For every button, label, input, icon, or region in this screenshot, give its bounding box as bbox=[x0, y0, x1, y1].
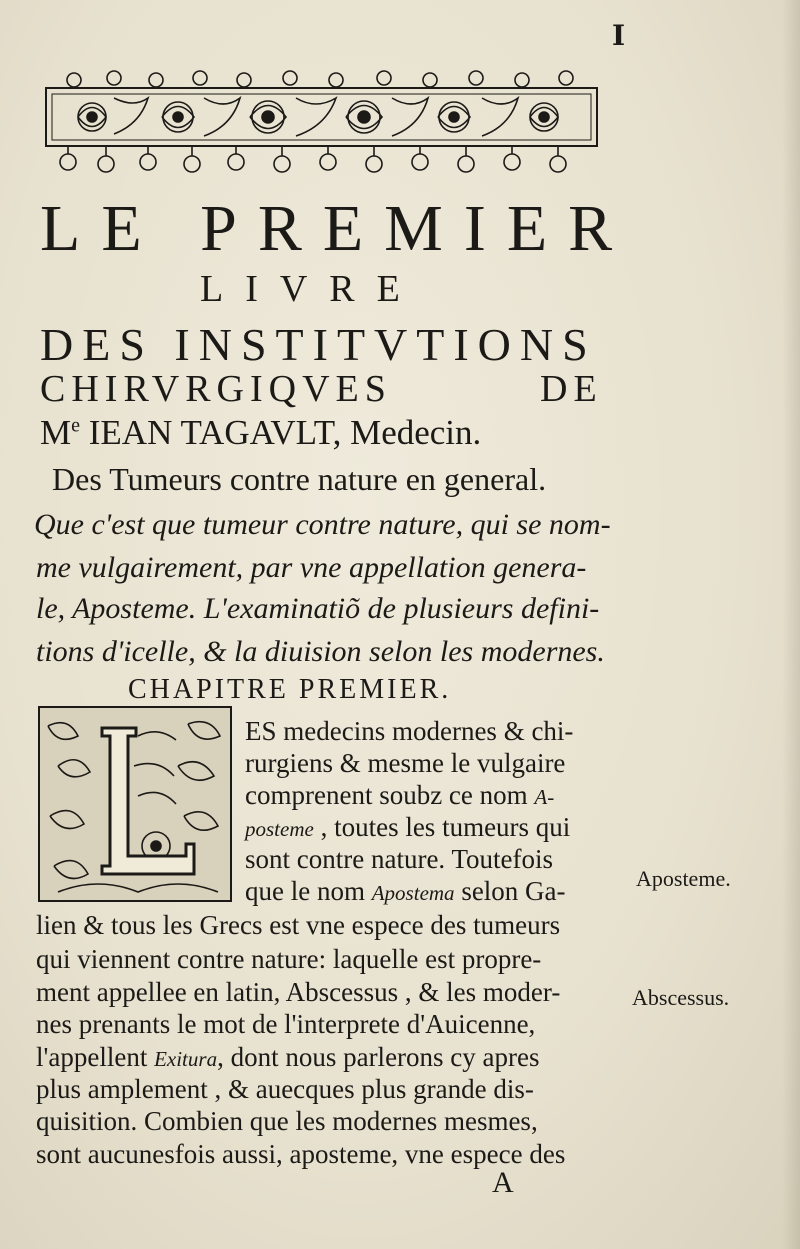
body-line: ment appellee en latin, Abscessus , & les moder- bbox=[36, 977, 561, 1007]
body-text: comprenent soubz ce nom bbox=[245, 780, 535, 810]
author-prefix-sup: e bbox=[71, 414, 81, 437]
body-line bbox=[245, 814, 570, 841]
chapter-heading: CHAPITRE PREMIER. bbox=[128, 674, 452, 705]
summary-line-4: tions d'icelle, & la diuision selon les modernes. bbox=[36, 635, 605, 668]
author-name: IEAN TAGAVLT, Medecin. bbox=[80, 413, 482, 452]
term-italic: A- bbox=[534, 785, 555, 809]
summary-line-3: le, Aposteme. L'examinatiõ de plusieurs defini- bbox=[36, 592, 600, 625]
body-line: plus amplement , & auecques plus grande dis- bbox=[36, 1074, 534, 1104]
title-line-3: DES INSTITVTIONS bbox=[40, 319, 597, 370]
body-line: sont aucunesfois aussi, aposteme, vne espece des bbox=[36, 1139, 566, 1169]
body-line bbox=[245, 878, 566, 905]
body-text: , dont nous parlerons cy apres bbox=[217, 1042, 540, 1072]
signature-mark: A bbox=[492, 1166, 514, 1199]
body-line: quisition. Combien que les modernes mesmes, bbox=[36, 1106, 538, 1136]
body-line bbox=[245, 782, 554, 809]
page-edge-shadow bbox=[782, 0, 800, 1249]
floral-headpiece-icon bbox=[44, 68, 599, 176]
body-line: nes prenants le mot de l'interprete d'Auicenne, bbox=[36, 1009, 536, 1039]
subject-heading: Des Tumeurs contre nature en general. bbox=[52, 461, 547, 497]
body-line: qui viennent contre nature: laquelle est propre- bbox=[36, 944, 542, 974]
summary-line-1: Que c'est que tumeur contre nature, qui se nom- bbox=[34, 508, 611, 541]
term-italic: posteme bbox=[245, 817, 314, 841]
body-line: lien & tous les Grecs est vne espece des tumeurs bbox=[36, 910, 561, 940]
author-line bbox=[40, 415, 481, 450]
marginal-note-abscessus: Abscessus. bbox=[632, 985, 730, 1010]
author-prefix: M bbox=[40, 413, 72, 452]
summary-line-2: me vulgairement, par vne appellation genera- bbox=[36, 551, 587, 584]
term-italic: Apostema bbox=[371, 881, 455, 905]
body-line bbox=[36, 1044, 540, 1071]
folio-number: I bbox=[612, 19, 626, 52]
floral-woodcut-initial-icon bbox=[38, 706, 232, 902]
body-line: ES medecins modernes & chi- bbox=[245, 716, 574, 746]
body-text: , toutes les tumeurs qui bbox=[313, 812, 571, 842]
title-line-4-de: DE bbox=[540, 368, 603, 410]
body-text: selon Ga- bbox=[454, 876, 566, 906]
body-text: que le nom bbox=[245, 876, 372, 906]
title-line-2: LIVRE bbox=[200, 268, 422, 310]
title-line-4 bbox=[40, 368, 603, 410]
title-line-1: LE PREMIER bbox=[40, 192, 634, 265]
title-line-4-word: CHIRVRGIQVES bbox=[40, 368, 392, 410]
body-line: sont contre nature. Toutefois bbox=[245, 844, 554, 874]
term-italic: Exitura bbox=[154, 1047, 218, 1071]
body-text: l'appellent bbox=[36, 1042, 155, 1072]
body-line: rurgiens & mesme le vulgaire bbox=[245, 748, 566, 778]
marginal-note-aposteme: Aposteme. bbox=[636, 866, 731, 891]
